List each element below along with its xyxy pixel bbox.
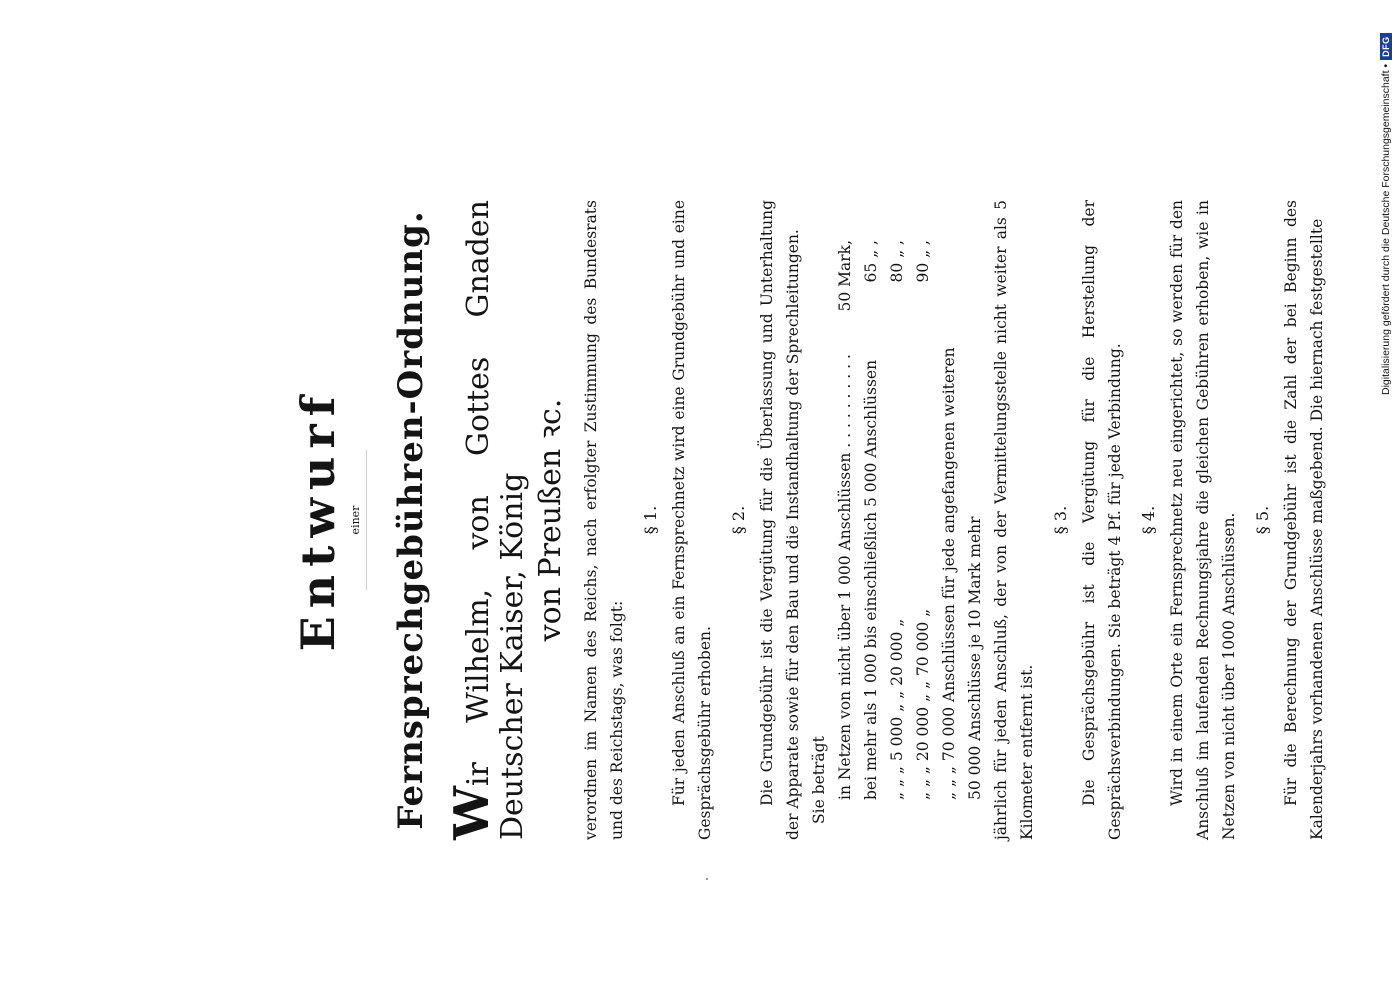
- fee-amount: [936, 240, 962, 320]
- fee-row: [858, 240, 884, 800]
- fee-intro: Sie beträgt: [810, 736, 828, 824]
- fee-description: in Netzen von nicht über 1 000 Anschlüssen . . . . . . . . . .: [836, 354, 854, 800]
- document-subtitle: Fernsprechgebühren-Ordnung.: [391, 210, 431, 830]
- fee-amount: 90 „ ,: [914, 240, 932, 283]
- fee-amount: 80 „ ,: [888, 240, 906, 283]
- fee-description: „ „ „ 20 000 „ „ 70 000 „: [914, 608, 932, 800]
- fee-row: [832, 240, 858, 800]
- fee-description: 50 000 Anschlüsse je 10 Mark mehr: [966, 516, 984, 800]
- section-heading-3: § 3.: [1051, 505, 1070, 535]
- fee-row: [884, 240, 910, 800]
- preamble-line-1: [444, 200, 530, 840]
- fee-row: [936, 240, 962, 800]
- document-title: Entwurf: [291, 388, 345, 652]
- section-closing-2: jährlich für jeden Anschluß, der von der Vermittelungsstelle nicht weiter als 5 Kilometer entfernt ist.: [992, 200, 1036, 840]
- fee-row: [962, 240, 988, 800]
- section-heading-4: § 4.: [1139, 505, 1158, 535]
- intro-paragraph: verordnen im Namen des Reichs, nach erfolgter Zustimmung des Bundesrats und des Reichstags, was folgt:: [582, 200, 626, 840]
- section-heading-5: § 5.: [1253, 505, 1272, 535]
- section-heading-1: § 1.: [641, 505, 660, 535]
- document-page: [290, 180, 1326, 860]
- fee-row: [910, 240, 936, 800]
- fee-description: „ „ „ 5 000 „ „ 20 000 „: [888, 618, 906, 800]
- fee-table: [832, 240, 988, 800]
- preamble-line-2: von Preußen ꝛc.: [533, 398, 568, 642]
- fee-description: „ „ „ 70 000 Anschlüssen für jede angefangenen weiteren: [940, 347, 958, 800]
- section-text-2: Die Grundgebühr ist die Vergütung für die Überlassung und Unterhaltung der Apparate sowie für den Bau und die Instandhaltung der Sprechleitungen.: [758, 200, 802, 840]
- section-text-5: Für die Berechnung der Grundgebühr ist die Zahl der bei Beginn des Kalenderjahrs vorhandenen Anschlüsse maßgebend. Die hiernach festgestellte: [1282, 200, 1326, 840]
- preamble-text: ir Wilhelm, von Gottes Gnaden Deutscher Kaiser, König: [461, 200, 530, 840]
- title-connector: einer: [349, 505, 362, 535]
- fee-amount: 65 „ ,: [862, 240, 880, 283]
- scan-speck: [706, 878, 708, 880]
- section-text-3: Die Gesprächsgebühr ist die Vergütung für die Herstellung der Gesprächsverbindungen. Sie beträgt 4 Pf. für jede Verbindung.: [1080, 200, 1124, 840]
- title-divider: [366, 450, 367, 590]
- digitization-credit: [1380, 33, 1392, 395]
- section-text-4: Wird in einem Orte ein Fernsprechnetz neu eingerichtet, so werden für den Anschluß im laufenden Rechnungsjahre die gleichen Gebühren erhoben, wie in Netzen von nicht über 1000 Anschlüssen.: [1168, 200, 1238, 840]
- fee-amount: [962, 240, 988, 320]
- section-text-1: Für jeden Anschluß an ein Fernsprechnetz wird eine Grundgebühr und eine Gesprächsgebühr erhoben.: [670, 200, 714, 840]
- fee-description: bei mehr als 1 000 bis einschließlich 5 000 Anschlüssen: [862, 359, 880, 800]
- credit-text: Digitalisierung gefördert durch die Deutsche Forschungsgemeinschaft •: [1380, 63, 1392, 395]
- section-heading-2: § 2.: [729, 505, 748, 535]
- fee-amount: 50 Mark,: [836, 240, 854, 312]
- preamble-initial: W: [444, 786, 500, 840]
- dfg-logo: DFG: [1380, 33, 1392, 60]
